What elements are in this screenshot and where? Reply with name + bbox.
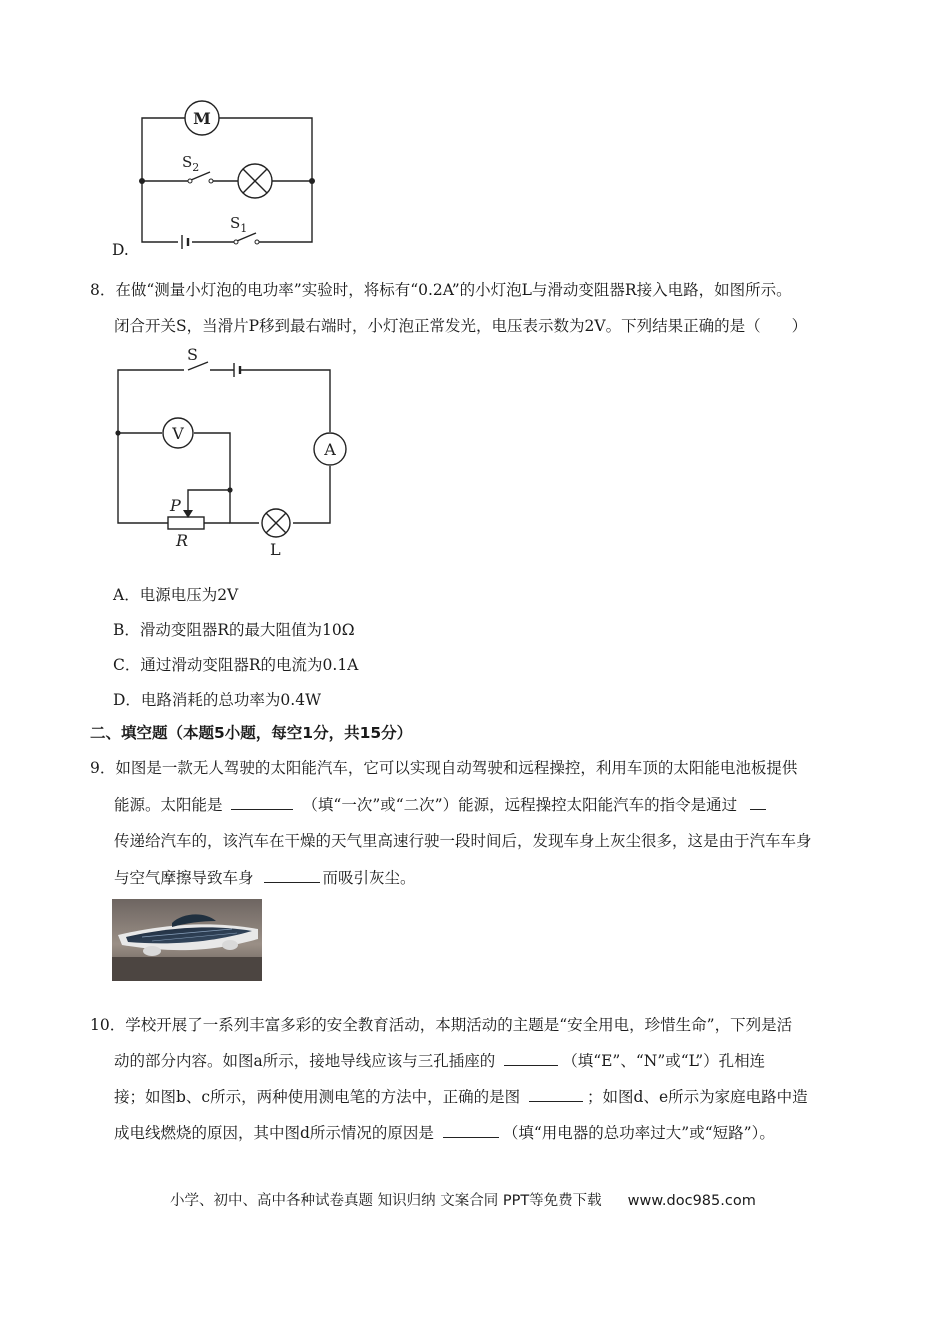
question-8-line-2: 闭合开关S，当滑片P移到最右端时，小灯泡正常发光，电压表示数为2V。下列结果正确的是（ ） [114,317,808,335]
footer [170,1191,756,1211]
question-10-text-4b: （填“用电器的总功率过大”或“短路”）。 [502,1124,775,1142]
lamp-symbol [262,509,290,537]
question-10-number: 10． [90,1016,126,1034]
question-10-line-2 [114,1051,765,1071]
circuit-diagram-d [130,95,330,255]
question-10-line-1 [90,1015,792,1035]
question-10-text-2a: 动的部分内容。如图a所示，接地导线应该与三孔插座的 [114,1052,496,1070]
question-10-text-3b: ；如图d、e所示为家庭电路中造 [587,1088,808,1106]
question-10-text-3a: 接；如图b、c所示，两种使用测电笔的方法中，正确的是图 [114,1088,521,1106]
solar-car-photo [112,899,262,981]
question-9-number: 9． [90,759,116,777]
question-10-text-2b: （填“E”、“N”或“L”）孔相连 [562,1052,766,1070]
lamp-symbol [238,164,272,198]
lamp-label: L [270,540,281,559]
option-c: C．通过滑动变阻器R的电流为0.1A [113,656,359,674]
question-9-text-1: 如图是一款无人驾驶的太阳能汽车，它可以实现自动驾驶和远程操控，利用车顶的太阳能电池板提供 [115,759,798,777]
option-d: D．电路消耗的总功率为0.4W [113,691,322,709]
option-b: B．滑动变阻器R的最大阻值为10Ω [113,621,355,639]
slider-label: P [170,496,181,515]
question-9-line-4 [114,868,415,888]
voltmeter-label: V [172,424,184,443]
question-10-text-1: 学校开展了一系列丰富多彩的安全教育活动，本期活动的主题是“安全用电，珍惜生命”，下列是活 [125,1016,793,1034]
footer-text: 小学、初中、高中各种试卷真题 知识归纳 文案合同 PPT等免费下载 [170,1193,602,1209]
question-8-text-1: 在做“测量小灯泡的电功率”实验时，将标有“0.2A”的小灯泡L与滑动变阻器R接入电路，如图所示。 [115,281,792,299]
switch-label: S [187,345,198,364]
answer-blank-1[interactable] [231,795,293,810]
rheostat-symbol [168,517,204,529]
answer-blank-6[interactable] [443,1123,499,1138]
question-10-text-4a: 成电线燃烧的原因，其中图d所示情况的原因是 [114,1124,434,1142]
question-10-line-4 [114,1123,775,1143]
answer-blank-4[interactable] [504,1051,558,1066]
question-8-number: 8． [90,281,116,299]
question-9-line-3: 传递给汽车的，该汽车在干燥的天气里高速行驶一段时间后，发现车身上灰尘很多，这是由于汽车车身 [114,832,812,850]
question-9-text-2b: （填“一次”或“二次”）能源，远程操控太阳能汽车的指令是通过 [302,796,738,814]
answer-blank-5[interactable] [529,1087,583,1102]
switch-s1-label: $S_1$ [230,214,248,235]
question-10-line-3 [114,1087,808,1107]
section-2-heading: 二、填空题（本题5小题，每空1分，共15分） [90,724,413,742]
question-9-text-2a: 能源。太阳能是 [114,796,223,814]
footer-url[interactable]: www.doc985.com [627,1193,756,1209]
question-9-line-1 [90,758,797,778]
option-d-label: D. [112,241,129,259]
question-9-line-2 [114,795,766,815]
ammeter-label: A [324,440,336,459]
question-9-text-4b: 而吸引灰尘。 [322,869,416,887]
motor-label: M [193,109,211,128]
answer-blank-2[interactable] [750,795,766,810]
question-8-line-1 [90,280,792,300]
option-a: A．电源电压为2V [113,586,239,604]
question-9-text-4a: 与空气摩擦导致车身 [114,869,254,887]
switch-s2-label: $S_2$ [182,153,200,174]
answer-blank-3[interactable] [264,868,320,883]
rheostat-label: R [176,531,189,550]
circuit-diagram-q8 [110,345,350,565]
